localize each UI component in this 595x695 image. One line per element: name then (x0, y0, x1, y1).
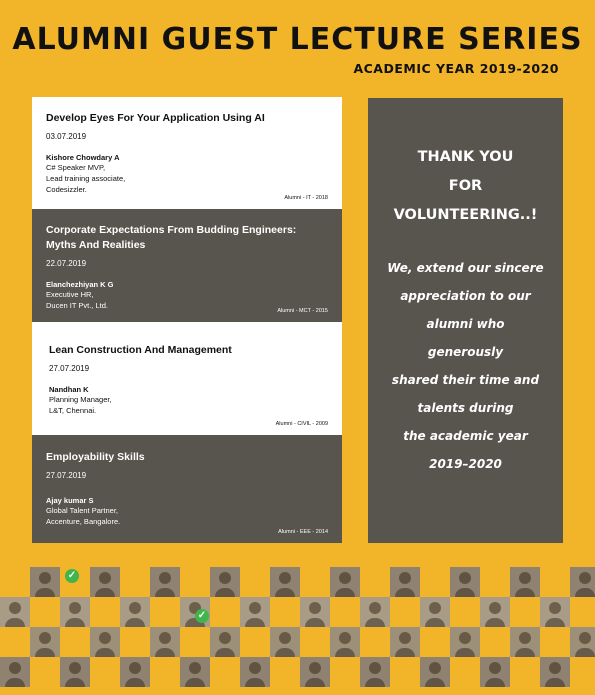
photo-face (339, 632, 351, 644)
photo-body (125, 618, 145, 627)
photo-body (365, 618, 385, 627)
alumni-photo (570, 567, 595, 597)
speaker-name: Kishore Chowdary A (46, 153, 120, 162)
photo-body (245, 678, 265, 687)
alumni-photo (240, 657, 270, 687)
message-line: talents during (417, 401, 514, 415)
speaker-name: Elanchezhiyan K G (46, 280, 114, 289)
photo-body (515, 588, 535, 597)
photo-face (279, 572, 291, 584)
photo-body (95, 648, 115, 657)
lecture-date: 27.07.2019 (49, 364, 90, 373)
alumni-tag: Alumni - EEE - 2014 (278, 529, 328, 535)
alumni-photo (90, 567, 120, 597)
lecture-card (32, 97, 342, 209)
photo-face (219, 572, 231, 584)
alumni-photo (300, 657, 330, 687)
alumni-photo (210, 627, 240, 657)
message-line: We, extend our sincere (387, 261, 544, 275)
photo-face (39, 572, 51, 584)
alumni-photo (480, 657, 510, 687)
photo-body (5, 678, 25, 687)
photo-body (485, 678, 505, 687)
speaker-name: Nandhan K (49, 385, 89, 394)
photo-face (519, 632, 531, 644)
alumni-tag: Alumni - CIVIL - 2009 (275, 421, 328, 427)
photo-body (395, 588, 415, 597)
alumni-photo (150, 567, 180, 597)
photo-body (95, 588, 115, 597)
speaker-role: Executive HR, (46, 290, 94, 299)
photo-face (159, 572, 171, 584)
photo-body (305, 678, 325, 687)
photo-face (399, 572, 411, 584)
speaker-role: C# Speaker MVP, (46, 163, 106, 172)
photo-body (515, 648, 535, 657)
photo-body (485, 618, 505, 627)
page-subtitle: ACADEMIC YEAR 2019-2020 (353, 61, 559, 76)
photo-body (5, 618, 25, 627)
speaker-role: Accenture, Bangalore. (46, 517, 121, 526)
photo-body (335, 588, 355, 597)
photo-face (279, 632, 291, 644)
photo-body (245, 618, 265, 627)
photo-face (339, 572, 351, 584)
check-icon: ✓ (65, 569, 79, 583)
photo-face (39, 632, 51, 644)
photo-body (305, 618, 325, 627)
photo-body (155, 648, 175, 657)
photo-body (275, 648, 295, 657)
photo-face (579, 572, 591, 584)
lecture-title: Lean Construction And Management (49, 344, 232, 356)
heading-line: FOR (448, 178, 483, 194)
photo-body (575, 588, 595, 597)
alumni-photo (240, 597, 270, 627)
alumni-photo (510, 567, 540, 597)
alumni-photo (480, 597, 510, 627)
message-line: generously (427, 345, 504, 359)
photo-face (459, 632, 471, 644)
heading-line: THANK YOU (417, 149, 514, 165)
speaker-role: Planning Manager, (49, 395, 112, 404)
photo-body (455, 648, 475, 657)
alumni-photo (450, 567, 480, 597)
alumni-photo (0, 597, 30, 627)
photo-face (309, 602, 321, 614)
photo-body (395, 648, 415, 657)
alumni-photo (120, 657, 150, 687)
photo-face (399, 632, 411, 644)
message-line: 2019–2020 (429, 457, 502, 471)
lecture-title: Develop Eyes For Your Application Using AI (46, 112, 265, 124)
thank-you-message (368, 254, 563, 478)
alumni-photo (120, 597, 150, 627)
check-icon: ✓ (195, 609, 209, 623)
alumni-photo (0, 657, 30, 687)
speaker-role: Global Talent Partner, (46, 506, 118, 515)
alumni-photo (90, 627, 120, 657)
alumni-photo (30, 627, 60, 657)
photo-face (9, 662, 21, 674)
alumni-photo (300, 597, 330, 627)
photo-face (369, 602, 381, 614)
photo-face (309, 662, 321, 674)
lecture-date: 27.07.2019 (46, 471, 87, 480)
alumni-tag: Alumni - IT - 2018 (284, 195, 328, 201)
photo-body (575, 648, 595, 657)
alumni-photo (450, 627, 480, 657)
heading-line: VOLUNTEERING..! (393, 207, 538, 223)
lecture-card (32, 435, 342, 543)
lecture-list (32, 97, 342, 543)
alumni-photo (330, 567, 360, 597)
photo-body (215, 588, 235, 597)
photo-face (159, 632, 171, 644)
photo-body (335, 648, 355, 657)
lecture-date: 22.07.2019 (46, 259, 87, 268)
speaker-role: Codesizzler. (46, 185, 87, 194)
message-line: shared their time and (391, 373, 540, 387)
thank-you-panel (368, 98, 563, 543)
photo-face (579, 632, 591, 644)
photo-face (519, 572, 531, 584)
photo-body (155, 588, 175, 597)
alumni-photo (390, 567, 420, 597)
page-title: ALUMNI GUEST LECTURE SERIES (12, 22, 583, 57)
alumni-photo-strip (0, 565, 595, 695)
alumni-photo (330, 627, 360, 657)
photo-face (129, 602, 141, 614)
photo-face (489, 662, 501, 674)
photo-face (219, 632, 231, 644)
lecture-card (32, 209, 342, 322)
alumni-photo (360, 657, 390, 687)
lecture-title: Employability Skills (46, 451, 145, 463)
lecture-card (32, 322, 342, 435)
photo-face (429, 602, 441, 614)
speaker-name: Ajay kumar S (46, 496, 94, 505)
alumni-photo (510, 627, 540, 657)
photo-body (425, 678, 445, 687)
photo-body (215, 648, 235, 657)
speaker-role: L&T, Chennai. (49, 406, 97, 415)
speaker-role: Lead training associate, (46, 174, 126, 183)
alumni-photo (570, 627, 595, 657)
alumni-photo (420, 657, 450, 687)
lecture-date: 03.07.2019 (46, 132, 87, 141)
alumni-photo (270, 567, 300, 597)
photo-face (429, 662, 441, 674)
alumni-photo (150, 627, 180, 657)
photo-face (99, 572, 111, 584)
photo-body (65, 678, 85, 687)
photo-body (365, 678, 385, 687)
photo-face (129, 662, 141, 674)
alumni-photo (420, 597, 450, 627)
photo-body (545, 678, 565, 687)
photo-body (275, 588, 295, 597)
lecture-title: Corporate Expectations From Budding Engineers: Myths And Realities (46, 224, 297, 251)
message-line: alumni who (426, 317, 505, 331)
photo-body (35, 648, 55, 657)
photo-body (185, 678, 205, 687)
alumni-photo (180, 657, 210, 687)
alumni-tag: Alumni - MCT - 2015 (277, 308, 328, 314)
photo-face (459, 572, 471, 584)
message-line: appreciation to our (400, 289, 531, 303)
alumni-photo (60, 657, 90, 687)
photo-face (69, 662, 81, 674)
alumni-photo (540, 657, 570, 687)
speaker-role: Ducen IT Pvt., Ltd. (46, 301, 108, 310)
alumni-photo (360, 597, 390, 627)
photo-face (189, 662, 201, 674)
photo-face (249, 662, 261, 674)
photo-body (545, 618, 565, 627)
photo-face (549, 662, 561, 674)
photo-face (549, 602, 561, 614)
photo-body (35, 588, 55, 597)
message-line: the academic year (403, 429, 528, 443)
photo-face (69, 602, 81, 614)
alumni-photo (270, 627, 300, 657)
thank-you-heading (368, 143, 563, 230)
alumni-photo (60, 597, 90, 627)
alumni-photo (540, 597, 570, 627)
photo-face (99, 632, 111, 644)
photo-body (455, 588, 475, 597)
photo-body (65, 618, 85, 627)
photo-face (9, 602, 21, 614)
photo-body (125, 678, 145, 687)
photo-face (249, 602, 261, 614)
alumni-photo (210, 567, 240, 597)
alumni-photo (30, 567, 60, 597)
photo-body (425, 618, 445, 627)
alumni-photo (390, 627, 420, 657)
photo-face (489, 602, 501, 614)
photo-face (369, 662, 381, 674)
